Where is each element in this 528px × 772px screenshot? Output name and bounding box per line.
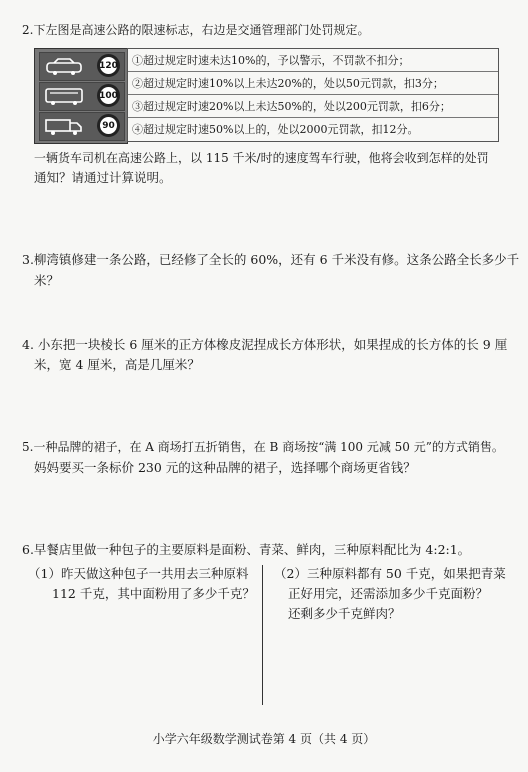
penalty-rule-3: ③超过规定时速20%以上未达50%的，处以200元罚款，扣6分；	[128, 95, 498, 118]
q6-part2-line1: （2）三种原料都有 50 千克，如果把青菜	[274, 566, 506, 581]
column-divider	[262, 565, 263, 705]
penalty-rule-1: ①超过规定时速未达10%的，予以警示，不罚款不扣分；	[128, 49, 498, 72]
q3-line1: 3.柳湾镇修建一条公路，已经修了全长的 60%，还有 6 千米没有修。这条公路全长多少千	[22, 252, 520, 267]
q2-question-line2: 通知？请通过计算说明。	[34, 170, 172, 185]
penalty-rule-4: ④超过规定时速50%以上的，处以2000元罚款，扣12分。	[132, 123, 419, 136]
q4-line1: 4. 小东把一块棱长 6 厘米的正方体橡皮泥捏成长方体形状，如果捏成的长方体的长 9 厘	[22, 337, 508, 352]
sign-row-truck	[39, 112, 125, 141]
speed-limit-100: 100	[97, 84, 120, 107]
bus-icon	[44, 87, 84, 106]
q6-part1-line2: 112 千克，其中面粉用了多少千克？	[52, 586, 255, 601]
q6-part2-line3: 还剩多少千克鲜肉？	[288, 606, 401, 621]
q2-intro: 2.下左图是高速公路的限速标志，右边是交通管理部门处罚规定。	[22, 23, 370, 37]
penalty-rule-2: ②超过规定时速10%以上未达20%的，处以50元罚款，扣3分；	[128, 72, 498, 95]
q5-line1: 5.一种品牌的裙子，在 A 商场打五折销售，在 B 商场按“满 100 元减 50 元”的方式销售。	[22, 440, 504, 454]
q4-line2: 米，宽 4 厘米，高是几厘米？	[34, 357, 200, 372]
q5-line2: 妈妈要买一条标价 230 元的这种品牌的裙子，选择哪个商场更省钱？	[34, 460, 416, 475]
speed-limit-90: 90	[97, 114, 120, 137]
sign-row-bus	[39, 82, 125, 111]
page-footer: 小学六年级数学测试卷第 4 页（共 4 页）	[152, 732, 376, 746]
q6-part2-line2: 正好用完，还需添加多少千克面粉？	[288, 586, 489, 601]
speed-limit-120: 120	[97, 54, 120, 77]
q2-question-line1: 一辆货车司机在高速公路上，以 115 千米/时的速度驾车行驶，他将会收到怎样的处罚	[34, 151, 489, 165]
car-icon	[44, 57, 84, 76]
q6-part1-line1: （1）昨天做这种包子一共用去三种原料	[28, 566, 249, 581]
sign-row-car	[39, 52, 125, 81]
speed-limit-signs	[34, 48, 128, 144]
penalty-rules-table	[127, 48, 499, 142]
q6-intro: 6.早餐店里做一种包子的主要原料是面粉、青菜、鲜肉，三种原料配比为 4:2:1。	[22, 542, 471, 557]
q3-line2: 米？	[34, 273, 60, 288]
truck-icon	[44, 117, 84, 136]
